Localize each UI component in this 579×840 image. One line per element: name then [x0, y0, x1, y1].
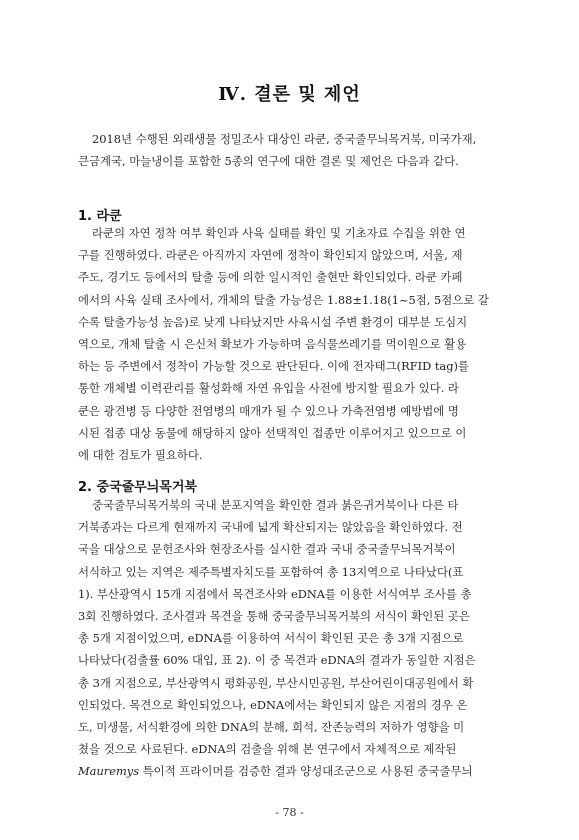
- paragraph-line: 에 대한 검토가 필요하다.: [78, 448, 203, 463]
- species-genus-name: Mauremys: [78, 764, 140, 779]
- paragraph-line: 쳤을 것으로 사료된다. eDNA의 검출을 위해 본 연구에서 자체적으로 제작된: [78, 742, 457, 757]
- section-turtle-paragraph: [78, 494, 503, 783]
- paragraph-line: 쿤은 광견병 등 다양한 전염병의 매개가 될 수 있으나 가축전염병 예방법에 명: [78, 403, 459, 418]
- paragraph-line: 주도, 경기도 등에서의 탈출 등에 의한 일시적인 출현만 확인되었다. 라쿤 카페: [78, 270, 463, 285]
- section-raccoon-paragraph: [78, 222, 503, 466]
- chapter-title: Ⅳ. 결론 및 제언: [218, 84, 361, 105]
- paragraph-line: 1). 부산광역시 15개 지점에서 목견조사와 eDNA를 이용한 서식여부 조사를 총: [78, 586, 472, 601]
- paragraph-line: 하는 등 주변에서 정착이 가능할 것으로 판단된다. 이에 전자태그(RFID tag)를: [78, 359, 469, 374]
- paragraph-line: 구를 진행하였다. 라쿤은 아직까지 자연에 정착이 확인되지 않았으며, 서울, 제: [78, 248, 463, 263]
- paragraph-line: 도, 미생물, 서식환경에 의한 DNA의 분해, 희석, 잔존능력의 저하가 영향을 미: [78, 720, 465, 735]
- paragraph-line: 중국줄무늬목거북의 국내 분포지역을 확인한 결과 붉은귀거북이나 다른 타: [92, 498, 459, 512]
- paragraph-line: 인되었다. 목견으로 확인되었으나, eDNA에서는 확인되지 않은 지점의 경우 온: [78, 697, 468, 712]
- paragraph-line-mixed: [78, 760, 503, 782]
- paragraph-line: 라쿤의 자연 정착 여부 확인과 사육 실태를 확인 및 기초자료 수집을 위한 연: [92, 226, 466, 240]
- paragraph-line: 에서의 사육 실태 조사에서, 개체의 탈출 가능성은 1.88±1.18(1~5점, 5점으로 갈: [78, 292, 489, 307]
- paragraph-line: 수록 탈출가능성 높음)로 낮게 나타났지만 사육시설 주변 환경이 대부분 도심지: [78, 314, 468, 329]
- paragraph-line: 총 5개 지점이었으며, eDNA를 이용하여 서식이 확인된 곳은 총 3개 지점으로: [78, 631, 464, 646]
- paragraph-line: 시된 접종 대상 동물에 해당하지 않아 선택적인 접종만 이루어지고 있으므로 이: [78, 425, 467, 440]
- paragraph-line-rest: 특이적 프라이머를 검증한 결과 양성대조군으로 사용된 중국줄무늬: [139, 764, 473, 779]
- paragraph-line: 나타났다(검출률 60% 대입, 표 2). 이 중 목견과 eDNA의 결과가 동일한 지점은: [78, 653, 476, 668]
- paragraph-line: 통한 개체별 이력관리를 활성화해 자연 유입을 사전에 방지할 필요가 있다. 라: [78, 381, 459, 396]
- paragraph-line: 총 3개 지점으로, 부산광역시 평화공원, 부산시민공원, 부산어린이대공원에서 확: [78, 675, 474, 690]
- section-heading-raccoon: 1. 라쿤: [78, 209, 122, 224]
- paragraph-line: 거북종과는 다르게 현재까지 국내에 넓게 확산되지는 않았음을 확인하였다. 전: [78, 520, 463, 535]
- intro-line: 큰금계국, 마늘냉이를 포함한 5종의 연구에 대한 결론 및 제언은 다음과 같다.: [78, 154, 459, 169]
- paragraph-line: 역으로, 개체 탈출 시 은신처 확보가 가능하며 음식물쓰레기를 먹이원으로 활용: [78, 337, 467, 352]
- intro-line: 2018년 수행된 외래생물 정밀조사 대상인 라쿤, 중국줄무늬목거북, 미국가재,: [92, 132, 477, 146]
- paragraph-line: 3회 진행하였다. 조사결과 목견을 통해 중국줄무늬목거북의 서식이 확인된 곳은: [78, 609, 470, 624]
- paragraph-line: 국을 대상으로 문헌조사와 현장조사를 실시한 결과 국내 중국줄무늬목거북이: [78, 542, 456, 557]
- intro-paragraph: [78, 128, 503, 172]
- page-number: - 78 -: [275, 806, 304, 819]
- paragraph-line: 서식하고 있는 지역은 제주특별자치도를 포함하여 총 13지역으로 나타났다(표: [78, 564, 464, 579]
- section-heading-turtle: 2. 중국줄무늬목거북: [78, 480, 197, 495]
